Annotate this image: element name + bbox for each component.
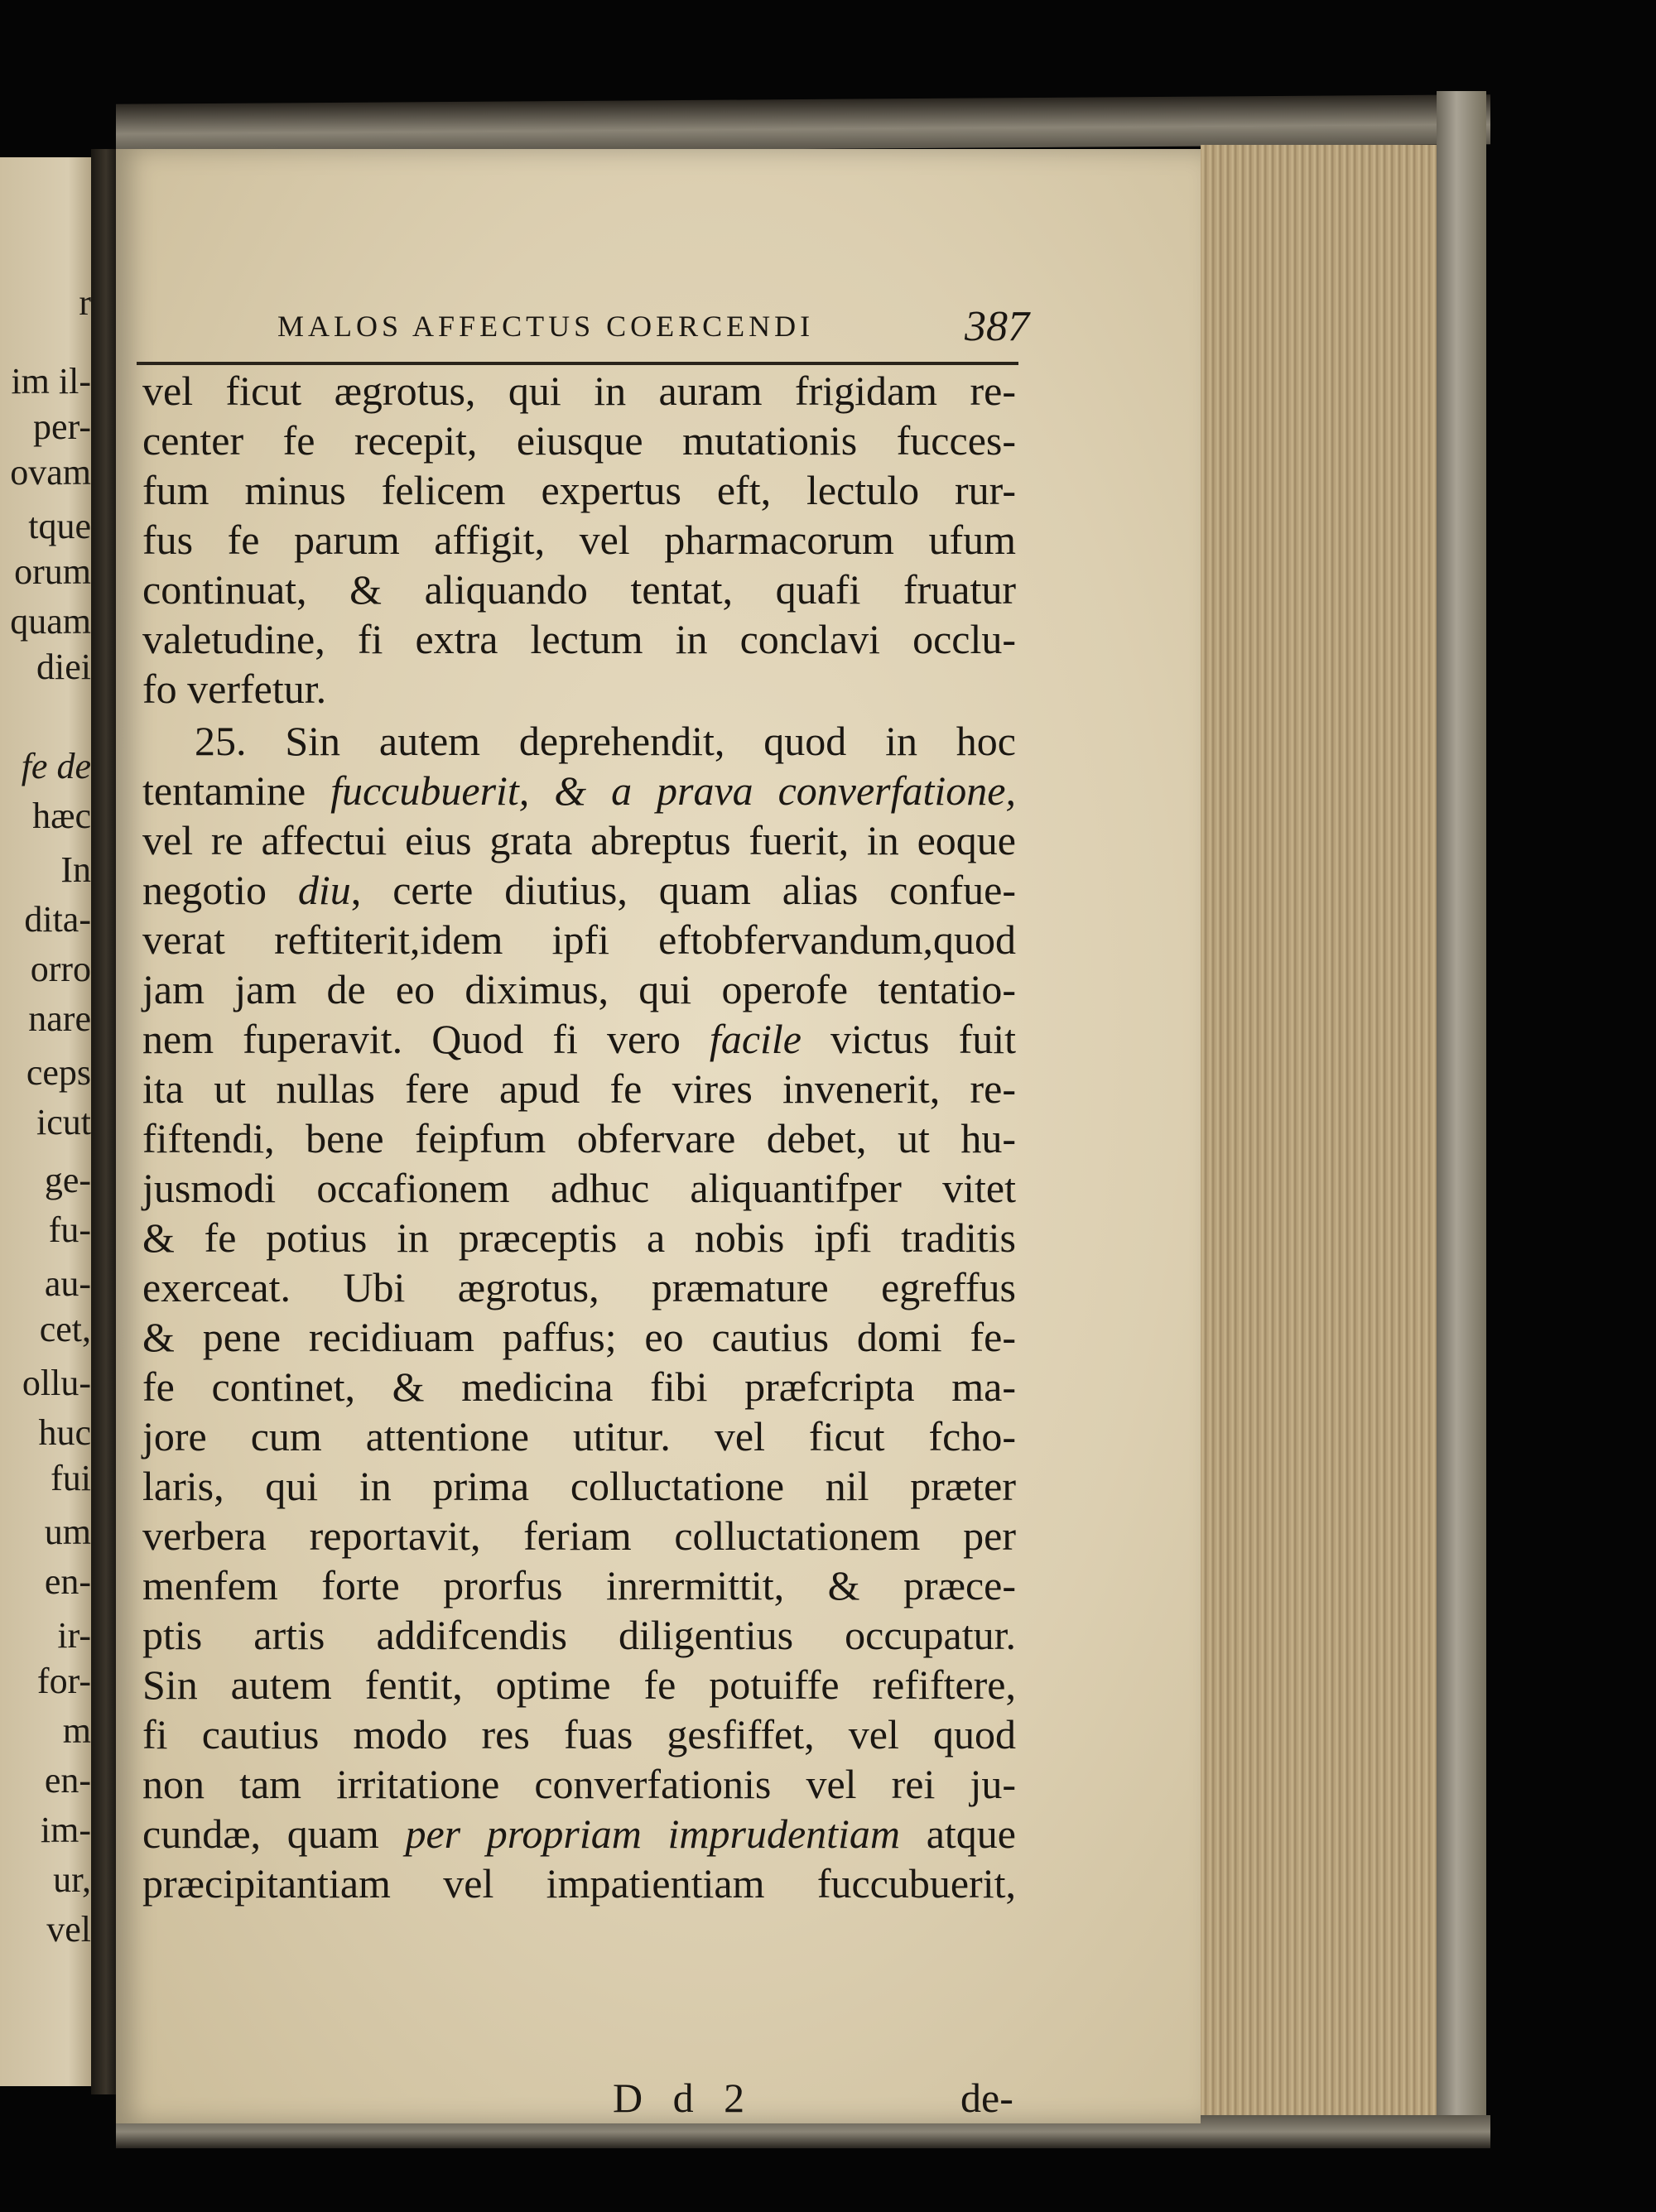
text-line: non tam irritatione converfationis vel rei ju- <box>142 1761 1016 1807</box>
left-fragment: m <box>62 1710 91 1751</box>
book-cover-right-edge <box>1437 91 1486 2136</box>
left-fragment: um <box>44 1512 91 1552</box>
text-run: negotio <box>142 867 298 913</box>
italic-run: per propriam imprudentiam <box>405 1810 901 1857</box>
header-rule <box>137 362 1018 365</box>
text-line: fo verfetur. <box>142 666 327 712</box>
page-number: 387 <box>965 303 1029 350</box>
text-line: jore cum attentione utitur. vel ficut fcho- <box>142 1413 1016 1459</box>
left-fragment: tque <box>28 506 91 546</box>
text-line: fe continet, & medicina fibi præfcripta ma- <box>142 1363 1016 1410</box>
left-fragment: fe de <box>21 746 91 786</box>
left-fragment: fui <box>51 1458 91 1498</box>
left-fragment: ollu- <box>22 1363 91 1403</box>
left-fragment: quam <box>10 601 91 642</box>
text-line <box>142 1014 1016 1064</box>
left-fragment: ge- <box>44 1160 91 1200</box>
text-line: fum minus felicem expertus eft, lectulo rur- <box>142 467 1016 513</box>
page-text-block <box>132 149 1143 2123</box>
text-line: continuat, & aliquando tentat, quafi fruatur <box>142 566 1016 613</box>
text-line: vel re affectui eius grata abreptus fuerit, in eoque <box>142 817 1016 863</box>
left-fragment: nare <box>28 998 91 1039</box>
right-page <box>116 149 1201 2123</box>
text-run: nem fuperavit. Quod fi vero <box>142 1016 710 1062</box>
text-line: & pene recidiuam paffus; eo cautius domi fe- <box>142 1314 1016 1360</box>
left-fragment: ir- <box>57 1615 91 1656</box>
text-line: laris, qui in prima colluctatione nil præter <box>142 1463 1016 1509</box>
left-fragment: per- <box>33 406 91 447</box>
left-fragment: ceps <box>26 1052 91 1093</box>
text-line: ptis artis addifcendis diligentius occupatur. <box>142 1612 1016 1658</box>
text-line: & fe potius in præceptis a nobis ipfi traditis <box>142 1214 1016 1261</box>
text-line: exerceat. Ubi ægrotus, præmature egreffus <box>142 1264 1016 1310</box>
left-fragment: huc <box>38 1412 91 1453</box>
italic-run: diu <box>297 867 351 913</box>
text-line: ita ut nullas fere apud fe vires invenerit, re- <box>142 1065 1016 1112</box>
left-fragment: icut <box>36 1102 91 1142</box>
left-fragment: orro <box>30 949 91 989</box>
left-fragment: cet, <box>39 1309 91 1349</box>
left-fragment: diei <box>36 647 91 687</box>
text-run: victus fuit <box>801 1016 1016 1062</box>
text-line: menfem forte prorfus inrermittit, & præce- <box>142 1562 1016 1609</box>
text-line <box>142 865 1016 915</box>
left-fragment: ur, <box>53 1859 91 1900</box>
text-line <box>142 1809 1016 1859</box>
left-fragment: r <box>79 282 91 323</box>
text-line: fiftendi, bene feipfum obfervare debet, ut hu- <box>142 1115 1016 1161</box>
text-line: valetudine, fi extra lectum in conclavi occlu- <box>142 616 1016 662</box>
text-run: cundæ, quam <box>142 1810 406 1857</box>
left-fragment: orum <box>14 551 91 592</box>
text-line: fus fe parum affigit, vel pharmacorum ufum <box>142 517 1016 563</box>
text-line: Sin autem fentit, optime fe potuiffe refiftere, <box>142 1661 1016 1708</box>
text-line: vel ficut ægrotus, qui in auram frigidam re- <box>142 368 1016 414</box>
left-fragment: for- <box>36 1661 91 1701</box>
left-fragment: dita- <box>24 899 91 940</box>
left-fragment: fu- <box>48 1209 91 1250</box>
text-line: center fe recepit, eiusque mutationis fucces- <box>142 417 1016 464</box>
text-line: verbera reportavit, feriam colluctationem per <box>142 1512 1016 1559</box>
left-fragment: In <box>60 849 91 890</box>
text-run: atque <box>900 1810 1016 1857</box>
running-title: MALOS AFFECTUS COERCENDI <box>277 310 815 343</box>
text-run: , certe diutius, quam alias confue- <box>350 867 1016 913</box>
running-head <box>132 302 1043 352</box>
paragraph-start-line: 25. Sin autem deprehendit, quod in hoc <box>195 718 1016 764</box>
left-fragment: hæc <box>32 796 91 836</box>
text-line: fi cautius modo res fuas gesfiffet, vel quod <box>142 1711 1016 1758</box>
text-line: præcipitantiam vel impatientiam fuccubuerit, <box>142 1860 1016 1907</box>
text-line <box>142 766 1016 815</box>
italic-run: facile <box>709 1016 802 1062</box>
left-page-text-fragments <box>0 157 98 2086</box>
left-fragment: en- <box>44 1561 91 1602</box>
text-line: jusmodi occafionem adhuc aliquantifper vitet <box>142 1165 1016 1211</box>
signature-mark: D d 2 <box>613 2075 755 2121</box>
left-fragment: en- <box>44 1760 91 1801</box>
text-line: jam jam de eo diximus, qui operofe tentatio- <box>142 966 1016 1012</box>
left-fragment: vel <box>46 1909 91 1950</box>
left-facing-page <box>0 157 98 2086</box>
left-fragment: im- <box>40 1810 91 1850</box>
catchword: de- <box>960 2075 1013 2121</box>
text-run: tentamine <box>142 767 331 814</box>
text-line: verat reftiterit,idem ipfi eftobfervandum,quod <box>142 916 1016 963</box>
left-fragment: au- <box>44 1263 91 1304</box>
left-fragment: im il- <box>11 361 91 402</box>
page-block-edge <box>1201 145 1449 2123</box>
left-fragment: ovam <box>10 452 91 493</box>
italic-run: fuccubuerit, & a prava converfatione, <box>330 767 1016 814</box>
